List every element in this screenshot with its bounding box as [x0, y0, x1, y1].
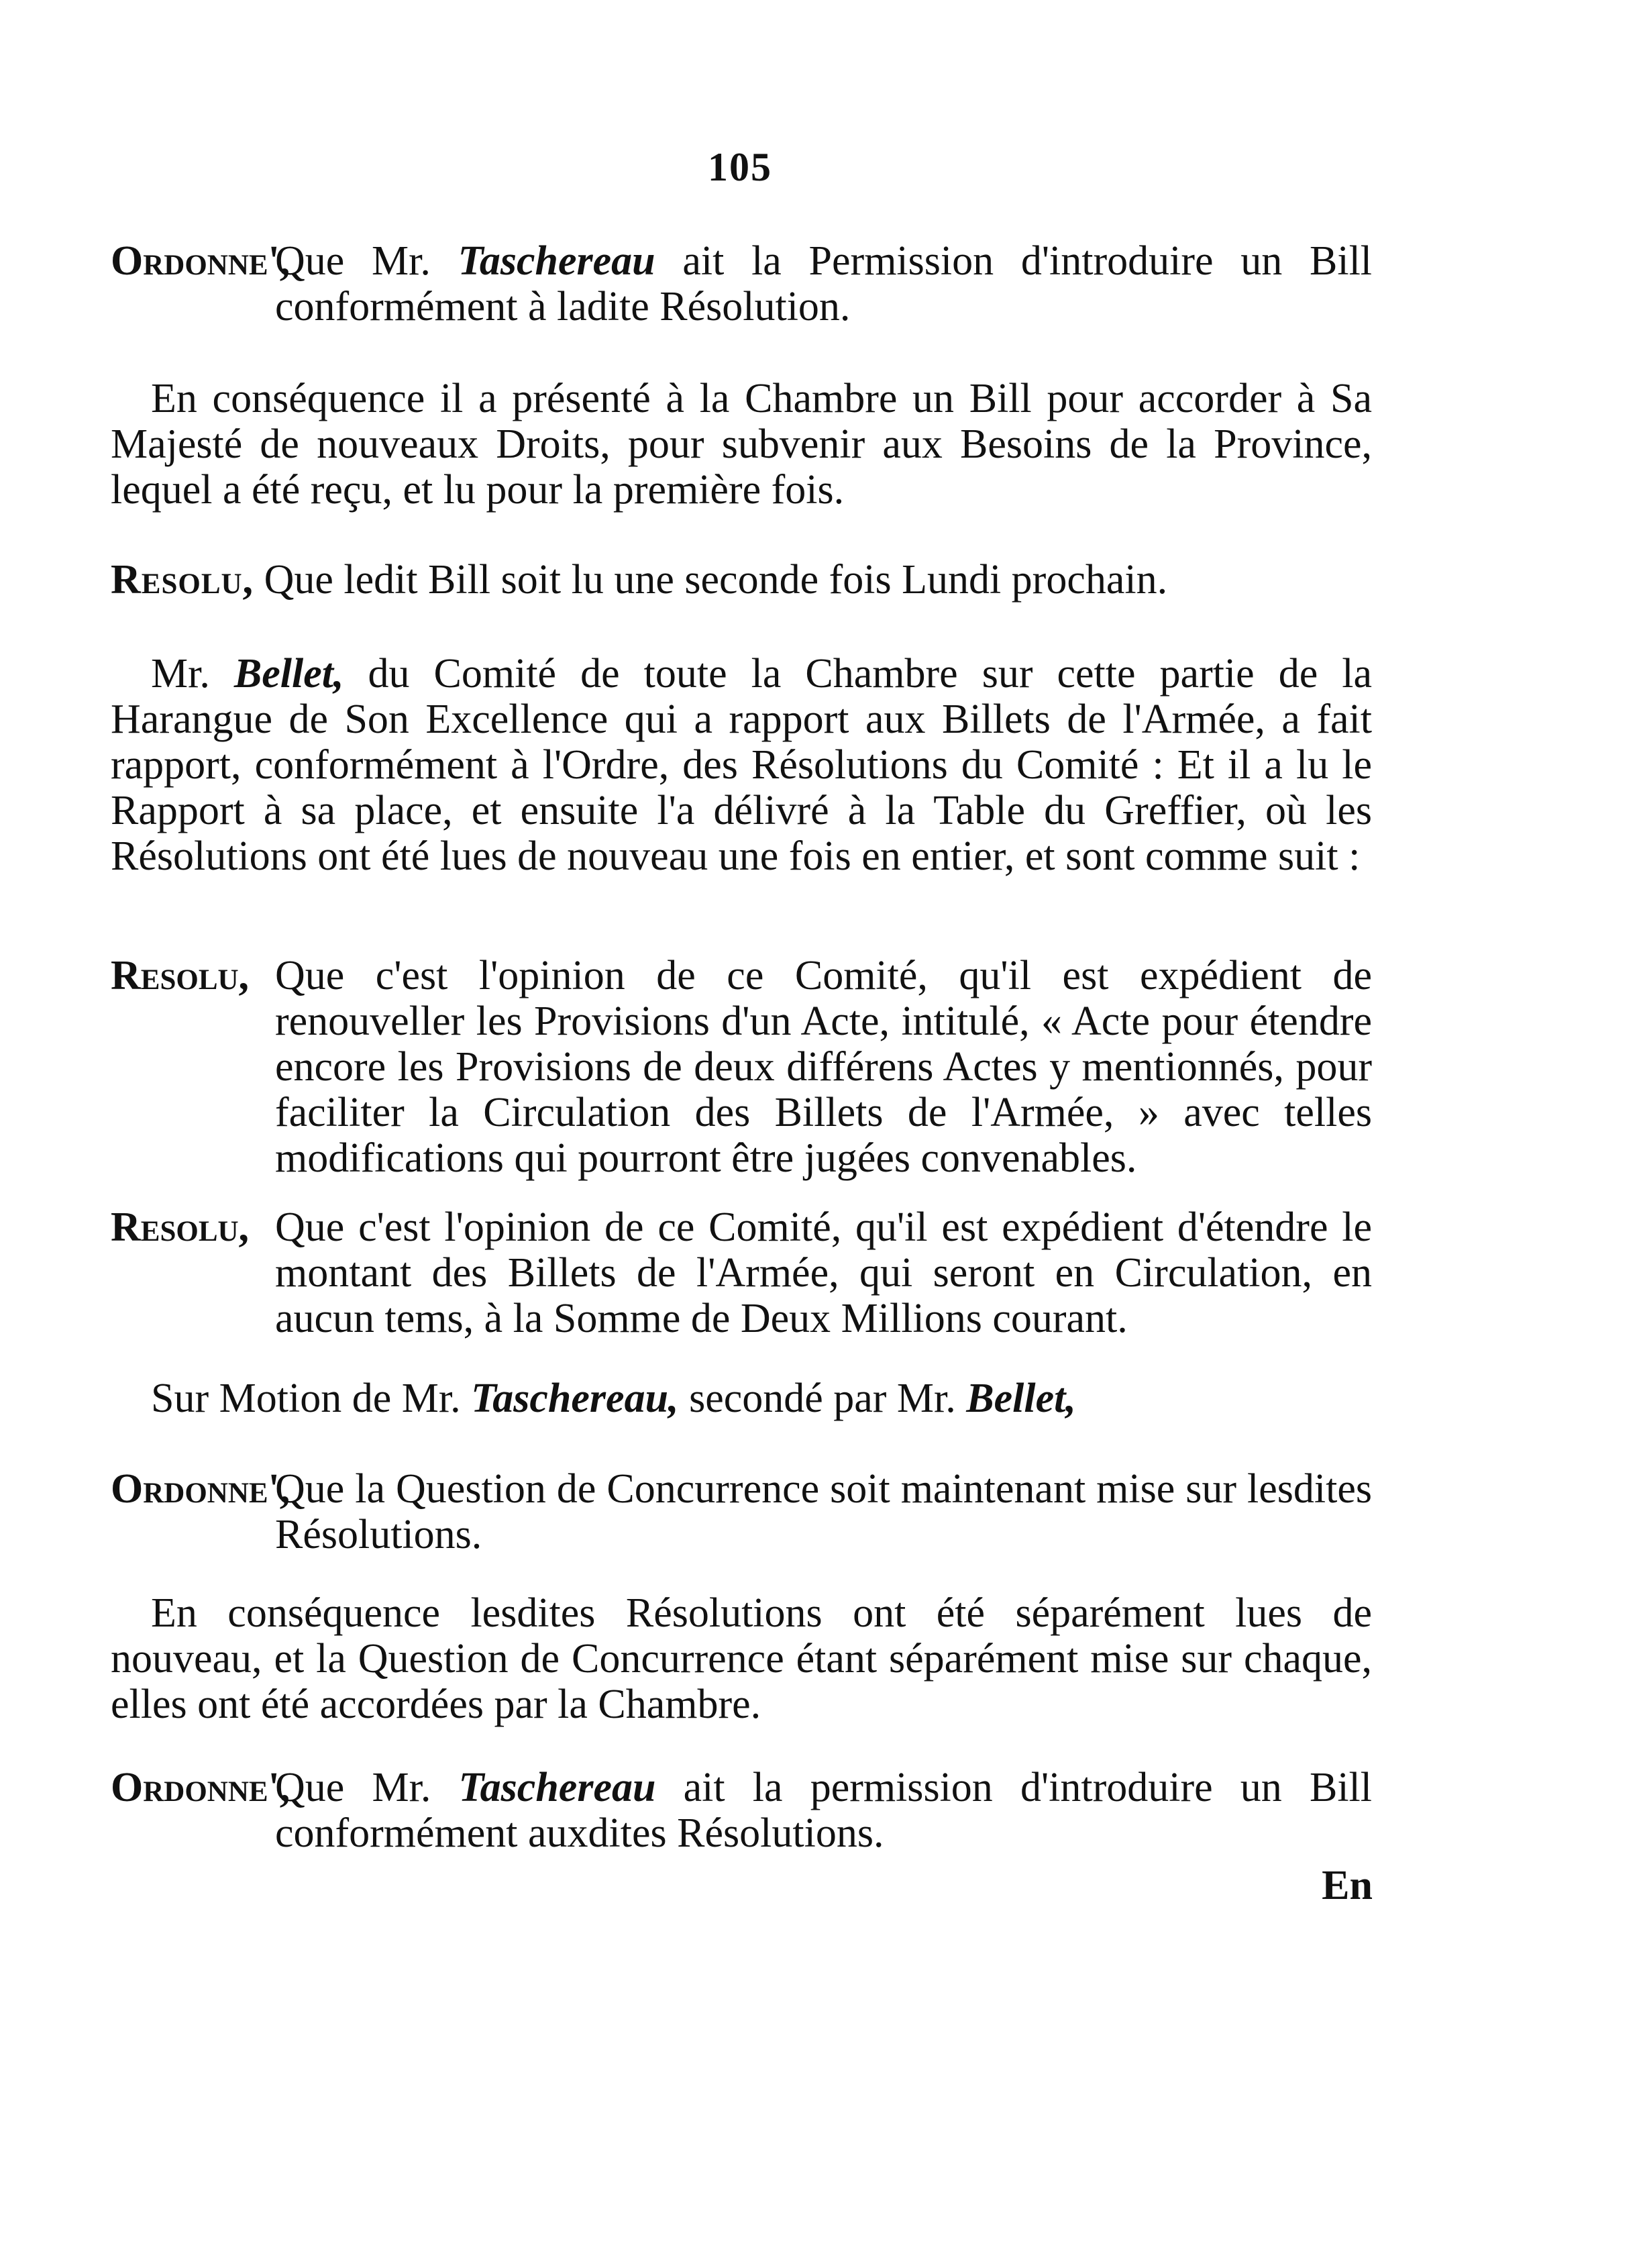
resolu-label: Resolu,	[111, 1204, 250, 1250]
resolu-text: Que c'est l'opinion de ce Comité, qu'il est expédient d'étendre le montant des Billets de l'Armée, qui seront en Circulation, en aucun tems, à la Somme de Deux Millions courant.	[275, 1204, 1372, 1341]
page-number: 105	[708, 145, 772, 189]
ordonne-text: ait la permission d'introduire un Bill conformément auxdites Résolutions.	[275, 1765, 1372, 1856]
ordonne-text: ait la Permission d'introduire un Bill conformément à ladite Résolution.	[275, 238, 1373, 329]
ordonne-text: Que Mr.	[275, 238, 431, 284]
member-name: Bellet,	[233, 651, 344, 697]
paragraph-text: En conséquence lesdites Résolutions ont été séparément lues de nouveau, et la Question de Concurrence étant séparément mise sur chaque, elles ont été accordées par la Chambre.	[111, 1590, 1372, 1727]
ordonne-label: Ordonne',	[111, 238, 290, 284]
resolu-text: Que ledit Bill soit lu une seconde fois Lundi prochain.	[264, 557, 1168, 603]
resolu-label: Resolu,	[111, 953, 250, 998]
paragraph-2	[111, 651, 1372, 879]
resolu-text: Que c'est l'opinion de ce Comité, qu'il est expédient de renouveller les Provisions d'un Acte, intitulé, « Acte pour étendre encore les Provisions de deux différens Actes y mentionnés, pour faciliter la Circulation des Billets de l'Armée, » avec telles modifications qui pourront être jugées convenables.	[275, 953, 1372, 1181]
ordonne-body	[275, 238, 1372, 329]
resolu-entry-2	[111, 953, 1372, 1181]
ordonne-entry-2	[111, 1466, 1372, 1557]
ordonne-label: Ordonne',	[111, 1466, 290, 1512]
member-name: Taschereau	[458, 1765, 656, 1810]
ordonne-text: Que Mr.	[275, 1765, 431, 1810]
paragraph-text: En conséquence il a présenté à la Chambre un Bill pour accorder à Sa Majesté de nouveaux Droits, pour subvenir aux Besoins de la Province, lequel a été reçu, et lu pour la première fois.	[111, 376, 1372, 513]
motion-text: secondé par Mr.	[689, 1376, 956, 1421]
member-name: Bellet,	[966, 1376, 1076, 1421]
paragraph-1	[111, 376, 1372, 513]
ordonne-label: Ordonne',	[111, 1765, 290, 1810]
ordonne-entry-3	[111, 1765, 1372, 1856]
member-name: Taschereau	[458, 238, 655, 284]
member-name: Taschereau,	[471, 1376, 679, 1421]
ordonne-entry-1	[111, 238, 1372, 329]
ordonne-body	[275, 1765, 1372, 1856]
catchword: En	[1322, 1863, 1373, 1908]
resolu-entry-3	[111, 1204, 1372, 1341]
paragraph-3	[111, 1590, 1372, 1727]
resolu-label: Resolu,	[111, 557, 254, 603]
ordonne-text: Que la Question de Concurrence soit maintenant mise sur lesdites Résolutions.	[275, 1466, 1372, 1557]
resolu-entry-1	[111, 557, 1372, 603]
motion-line	[111, 1376, 1372, 1421]
paragraph-text: du Comité de toute la Chambre sur cette partie de la Harangue de Son Excellence qui a rapport aux Billets de l'Armée, a fait rapport, conformément à l'Ordre, des Résolutions du Comité : Et il a lu le Rapport à sa place, et ensuite l'a délivré à la Table du Greffier, où les Résolutions ont été lues de nouveau une fois en entier, et sont comme suit :	[111, 651, 1372, 879]
motion-text: Sur Motion de Mr.	[151, 1376, 461, 1421]
paragraph-text: Mr.	[151, 651, 210, 697]
